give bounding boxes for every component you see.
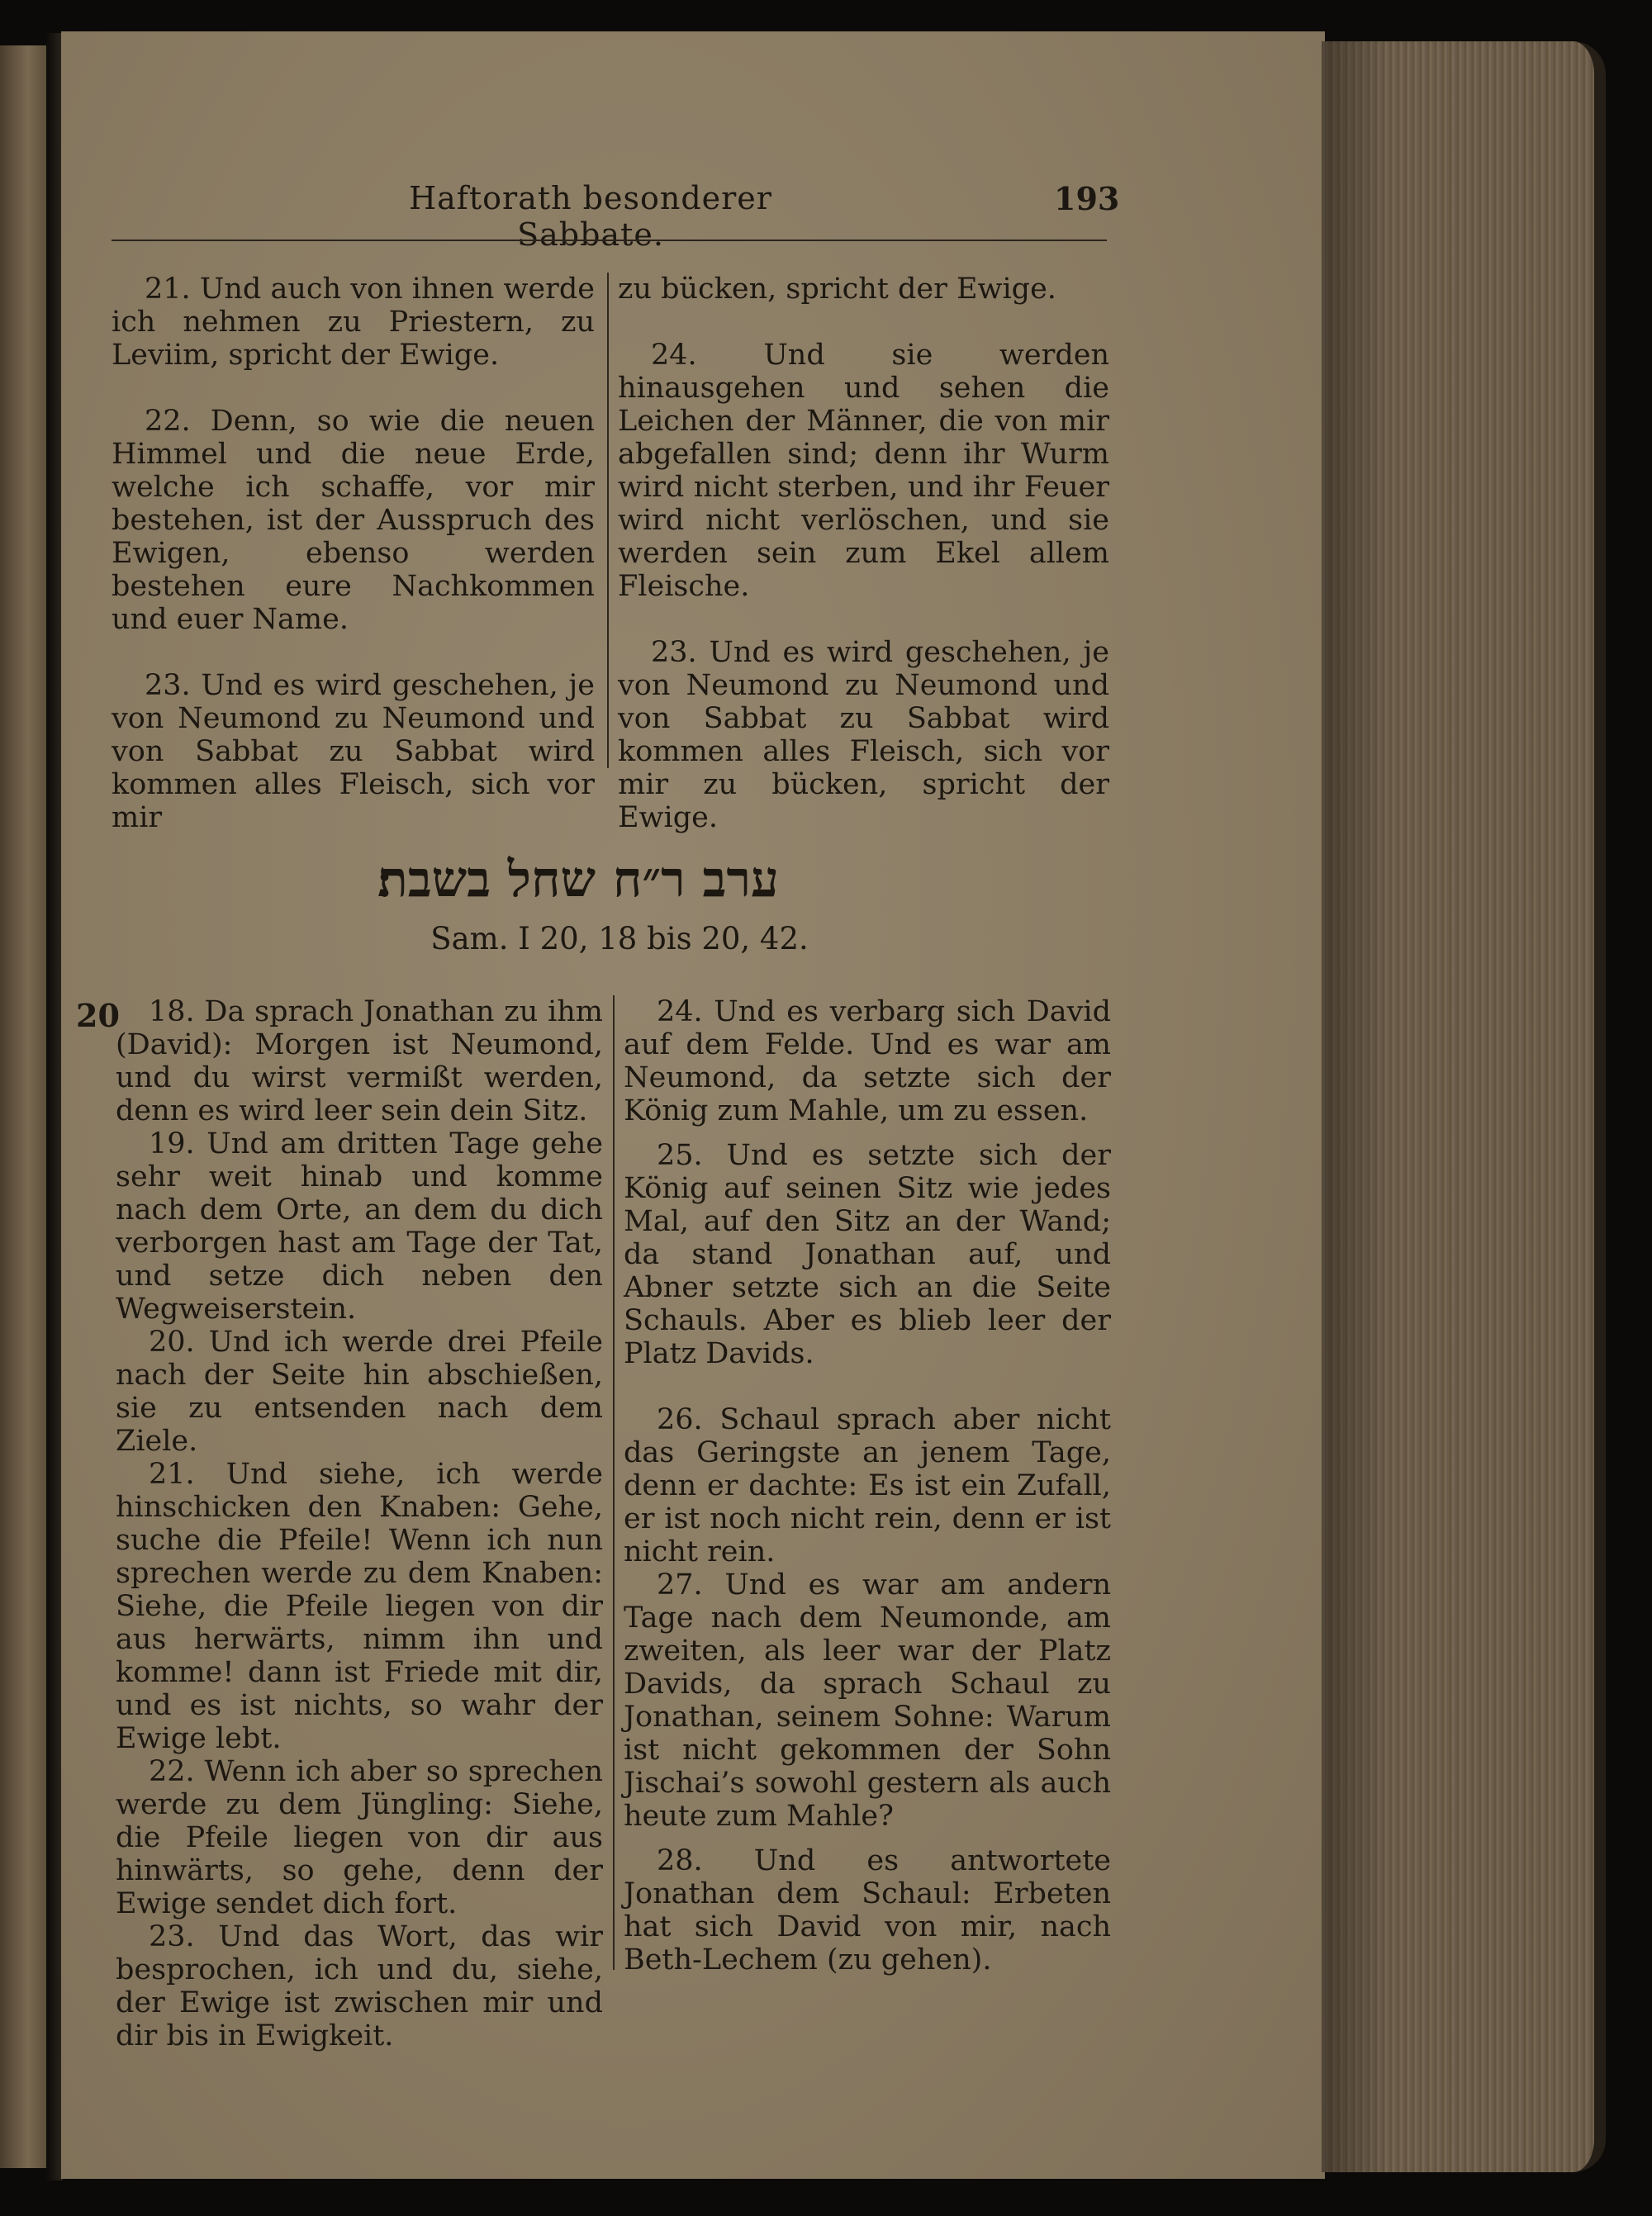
column-divider [613, 995, 615, 1970]
verse-paragraph: 20. Und ich werde drei Pfeile nach der Seite hin abschießen, sie zu entsenden nach dem Ziele. [116, 1326, 603, 1458]
margin-chapter-number: 20 [76, 997, 120, 1034]
page-edge-shadow [1322, 41, 1388, 2172]
verse-paragraph: 19. Und am dritten Tage gehe sehr weit hinab und komme nach dem Orte, an dem du dich verborgen hast am Tage der Tat, und setze dich neben den Wegweiserstein. [116, 1127, 603, 1326]
verse-paragraph: 18. Da sprach Jonathan zu ihm (David): Morgen ist Neumond, und du wirst vermißt werden, denn es wird leer sein dein Sitz. [116, 995, 603, 1127]
verse-paragraph: 23. Und es wird geschehen, je von Neumond zu Neumond und von Sabbat zu Sabbat wird kommen alles Fleisch, sich vor mir [112, 669, 595, 834]
top-left-column [112, 273, 595, 834]
bottom-right-column [624, 995, 1111, 1976]
section-reference: Sam. I 20, 18 bis 20, 42. [430, 921, 809, 956]
book-gutter [46, 33, 63, 2180]
verse-paragraph: 25. Und es setzte sich der König auf seinen Sitz wie jedes Mal, auf den Sitz an der Wand; da stand Jonathan auf, und Abner setzte sich an die Seite Schauls. Aber es blieb leer der Platz Davids. [624, 1139, 1111, 1370]
verse-paragraph: 21. Und auch von ihnen werde ich nehmen zu Priestern, zu Leviim, spricht der Ewige. [112, 273, 595, 372]
running-title: Haftorath besonderer Sabbate. [409, 180, 772, 253]
facing-page-edge [0, 45, 51, 2168]
verse-paragraph: 24. Und sie werden hinausgehen und sehen die Leichen der Männer, die von mir abgefallen sind; denn ihr Wurm wird nicht sterben, und ihr Feuer wird nicht verlöschen, und sie werden sein zum Ekel allem Fleische. [618, 339, 1109, 603]
hebrew-section-heading: ערב ר״ח שחל בשבת׃ [377, 851, 779, 909]
verse-paragraph: 28. Und es antwortete Jonathan dem Schaul: Erbeten hat sich David von mir, nach Beth-Lechem (zu gehen). [624, 1844, 1111, 1976]
page-number: 193 [1054, 180, 1120, 217]
header-rule [112, 240, 1107, 241]
verse-paragraph: zu bücken, spricht der Ewige. [618, 273, 1056, 306]
verse-paragraph: 24. Und es verbarg sich David auf dem Felde. Und es war am Neumond, da setzte sich der König zum Mahle, um zu essen. [624, 995, 1111, 1127]
verse-paragraph: 23. Und das Wort, das wir besprochen, ich und du, siehe, der Ewige ist zwischen mir und dir bis in Ewigkeit. [116, 1920, 603, 2052]
top-right-column [618, 273, 1109, 834]
verse-paragraph: 22. Wenn ich aber so sprechen werde zu dem Jüngling: Siehe, die Pfeile liegen von dir aus hinwärts, so gehe, denn der Ewige sendet dich fort. [116, 1755, 603, 1920]
verse-paragraph: 22. Denn, so wie die neuen Himmel und die neue Erde, welche ich schaffe, vor mir bestehen, ist der Ausspruch des Ewigen, ebenso werden bestehen eure Nachkommen und euer Name. [112, 405, 595, 636]
verse-paragraph: 27. Und es war am andern Tage nach dem Neumonde, am zweiten, als leer war der Platz Davids, da sprach Schaul zu Jonathan, seinem Sohne: Warum ist nicht gekommen der Sohn Jischai’s sowohl gestern als auch heute zum Mahle? [624, 1568, 1111, 1833]
verse-paragraph: 23. Und es wird geschehen, je von Neumond zu Neumond und von Sabbat zu Sabbat wird kommen alles Fleisch, sich vor mir zu bücken, spricht der Ewige. [618, 636, 1109, 834]
bottom-left-column [116, 995, 603, 2052]
verse-paragraph: 21. Und siehe, ich werde hinschicken den Knaben: Gehe, suche die Pfeile! Wenn ich nun sprechen werde zu dem Knaben: Siehe, die Pfeile liegen von dir aus herwärts, nimm ihn und komme! dann ist Friede mit dir, und es ist nichts, so wahr der Ewige lebt. [116, 1458, 603, 1755]
verse-paragraph: 26. Schaul sprach aber nicht das Geringste an jenem Tage, denn er dachte: Es ist ein Zufall, er ist noch nicht rein, denn er ist nicht rein. [624, 1403, 1111, 1568]
column-divider [607, 273, 609, 768]
